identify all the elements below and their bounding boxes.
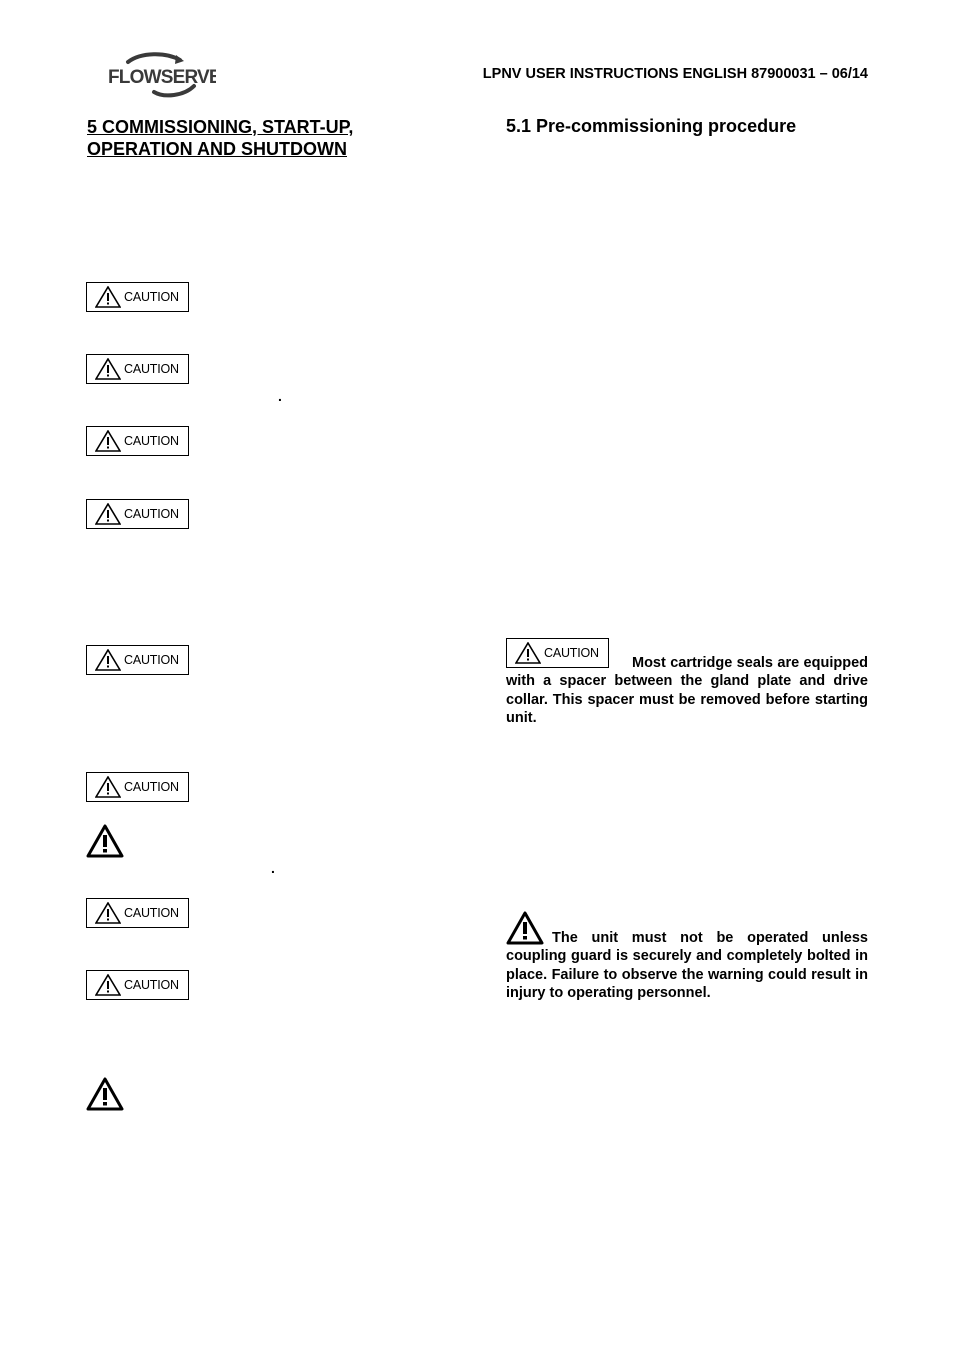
caution-box — [86, 970, 189, 1000]
danger-warning-icon — [86, 1077, 124, 1111]
flowserve-logo-mark — [106, 52, 216, 100]
caution-label: CAUTION — [124, 780, 179, 794]
caution-box — [86, 772, 189, 802]
caution-label: CAUTION — [124, 653, 179, 667]
danger-warning-icon — [86, 824, 124, 858]
cartridge-seal-spacer-note: Most cartridge seals are equipped with a spacer between the gland plate and drive collar. This spacer must be removed before starting unit. — [506, 655, 868, 727]
section-title-line-1: 5 COMMISSIONING, START-UP, — [87, 117, 354, 137]
warning-triangle-icon — [95, 974, 121, 996]
caution-box — [86, 645, 189, 675]
document-reference: LPNV USER INSTRUCTIONS ENGLISH 87900031 – 06/14 — [482, 66, 868, 82]
coupling-guard-warning: The unit must not be operated unless coupling guard is securely and completely bolted in place. Failure to observe the warning could result in injury to operating personnel. — [506, 930, 868, 1002]
caution-label: CAUTION — [124, 507, 179, 521]
caution-label: CAUTION — [124, 362, 179, 376]
stray-period: . — [271, 860, 275, 876]
caution-box — [86, 426, 189, 456]
warning-triangle-icon — [95, 776, 121, 798]
warning-triangle-icon — [95, 503, 121, 525]
caution-label: CAUTION — [124, 290, 179, 304]
warning-triangle-icon — [95, 649, 121, 671]
caution-box — [86, 898, 189, 928]
section-title — [87, 116, 407, 160]
caution-box — [86, 354, 189, 384]
stray-period: . — [278, 388, 282, 404]
caution-label: CAUTION — [544, 646, 599, 660]
subsection-title: 5.1 Pre-commissioning procedure — [506, 116, 797, 136]
warning-triangle-icon — [95, 430, 121, 452]
flowserve-logo — [106, 52, 216, 100]
caution-box — [86, 499, 189, 529]
caution-box — [86, 282, 189, 312]
warning-triangle-icon — [95, 286, 121, 308]
caution-label: CAUTION — [124, 978, 179, 992]
caution-label: CAUTION — [124, 434, 179, 448]
logo-text: FLOWSERVE — [108, 67, 216, 88]
section-title-line-2: OPERATION AND SHUTDOWN — [87, 139, 347, 159]
caution-label: CAUTION — [124, 906, 179, 920]
warning-triangle-icon — [95, 358, 121, 380]
warning-triangle-icon — [95, 902, 121, 924]
